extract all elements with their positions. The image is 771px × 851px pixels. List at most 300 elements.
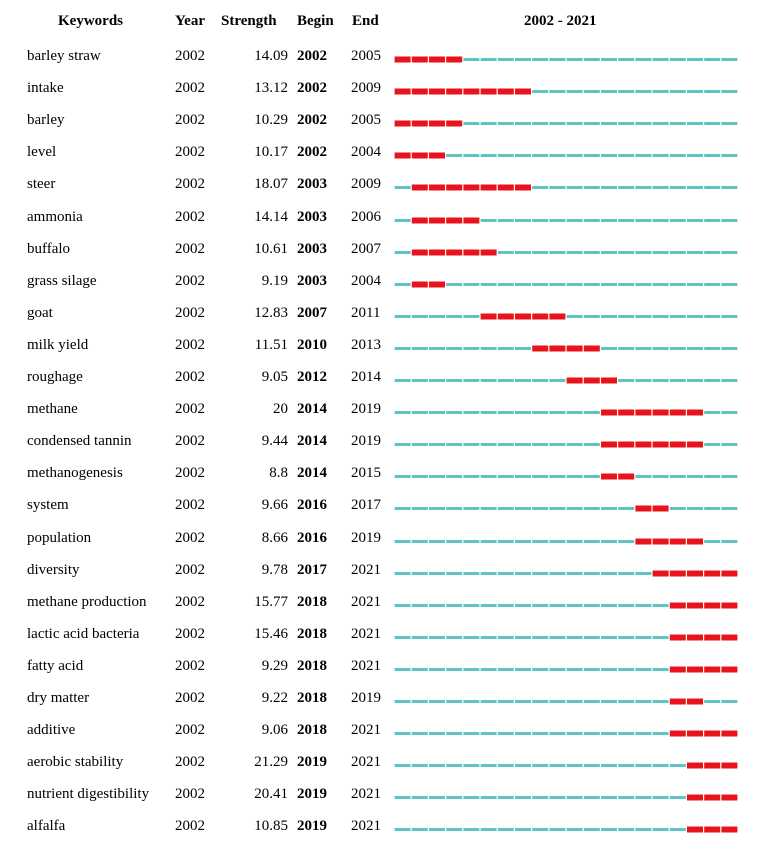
strength-cell: 8.8 (269, 465, 288, 482)
timeline-segment (412, 347, 428, 350)
timeline-segment (601, 636, 617, 639)
burst-timeline (0, 233, 771, 265)
timeline-segment (584, 540, 600, 543)
timeline-segment (429, 540, 445, 543)
timeline-segment (532, 186, 548, 189)
table-row (0, 586, 771, 618)
burst-segment (446, 121, 462, 127)
timeline-segment (412, 572, 428, 575)
timeline-segment (498, 764, 514, 767)
timeline-segment (549, 732, 565, 735)
range-header: 2002 - 2021 (524, 13, 597, 29)
timeline-segment (653, 251, 669, 254)
strength-cell: 14.09 (254, 48, 288, 64)
burst-segment (721, 570, 737, 576)
timeline-segment (635, 379, 651, 382)
timeline-segment (618, 379, 634, 382)
timeline-segment (601, 90, 617, 93)
burst-segment (670, 538, 686, 544)
burst-segment (446, 249, 462, 255)
timeline-segment (601, 700, 617, 703)
keyword-cell: additive (27, 722, 76, 739)
burst-segment (412, 121, 428, 127)
begin-cell: 2014 (297, 401, 327, 418)
timeline-segment (549, 764, 565, 767)
timeline-segment (549, 443, 565, 446)
end-cell: 2011 (351, 304, 381, 321)
timeline-segment (463, 58, 479, 61)
burst-segment (412, 249, 428, 255)
timeline-segment (446, 411, 462, 414)
strength-cell: 9.66 (261, 497, 288, 514)
timeline-segment (429, 347, 445, 350)
table-row (0, 201, 771, 233)
timeline-segment (481, 540, 497, 543)
burst-timeline (0, 586, 771, 618)
timeline-segment (532, 604, 548, 607)
timeline-segment (463, 379, 479, 382)
timeline-segment (498, 796, 514, 799)
timeline-segment (446, 764, 462, 767)
end-cell: 2009 (351, 176, 381, 193)
timeline-segment (515, 507, 531, 510)
end-cell: 2005 (351, 112, 381, 129)
timeline-segment (395, 251, 411, 254)
strength-header: Strength (221, 13, 277, 29)
burst-timeline (0, 393, 771, 425)
strength-cell: 9.29 (261, 657, 288, 674)
timeline-segment (481, 636, 497, 639)
keyword-cell: milk yield (27, 336, 89, 353)
timeline-segment (635, 828, 651, 831)
timeline-segment (463, 540, 479, 543)
timeline-segment (584, 219, 600, 222)
timeline-segment (567, 154, 583, 157)
burst-timeline (0, 104, 771, 136)
keyword-cell: steer (27, 176, 56, 193)
year-cell: 2002 (175, 465, 205, 482)
table-row (0, 425, 771, 457)
timeline-segment (704, 315, 720, 318)
timeline-segment (463, 315, 479, 318)
timeline-segment (635, 90, 651, 93)
table-row (0, 393, 771, 425)
timeline-segment (567, 122, 583, 125)
burst-timeline (0, 682, 771, 714)
burst-segment (670, 634, 686, 640)
timeline-segment (567, 636, 583, 639)
strength-cell: 9.78 (261, 561, 288, 578)
timeline-segment (532, 475, 548, 478)
timeline-segment (446, 668, 462, 671)
burst-segment (584, 345, 600, 351)
timeline-segment (412, 796, 428, 799)
strength-cell: 11.51 (254, 336, 288, 353)
timeline-segment (481, 219, 497, 222)
burst-timeline (0, 361, 771, 393)
year-cell: 2002 (175, 690, 205, 706)
year-cell: 2002 (175, 561, 205, 578)
timeline-segment (429, 700, 445, 703)
timeline-segment (446, 700, 462, 703)
timeline-segment (532, 251, 548, 254)
end-cell: 2004 (351, 272, 381, 289)
timeline-segment (481, 154, 497, 157)
timeline-segment (635, 764, 651, 767)
year-cell: 2002 (175, 336, 205, 353)
keyword-cell: barley (27, 112, 65, 129)
timeline-segment (567, 186, 583, 189)
strength-cell: 20 (273, 401, 288, 418)
timeline-segment (584, 636, 600, 639)
burst-segment (567, 345, 583, 351)
timeline-segment (532, 507, 548, 510)
timeline-segment (704, 186, 720, 189)
burst-timeline (0, 457, 771, 489)
burst-segment (601, 410, 617, 416)
timeline-segment (635, 122, 651, 125)
timeline-segment (463, 604, 479, 607)
timeline-segment (463, 443, 479, 446)
year-cell: 2002 (175, 722, 205, 739)
timeline-segment (584, 507, 600, 510)
timeline-segment (532, 572, 548, 575)
timeline-segment (446, 315, 462, 318)
table-row (0, 168, 771, 200)
burst-segment (446, 89, 462, 95)
timeline-segment (481, 475, 497, 478)
timeline-segment (429, 636, 445, 639)
burst-segment (395, 153, 411, 159)
timeline-segment (549, 411, 565, 414)
end-cell: 2019 (351, 401, 381, 418)
timeline-segment (498, 251, 514, 254)
timeline-segment (567, 796, 583, 799)
timeline-segment (549, 122, 565, 125)
keyword-cell: population (27, 529, 92, 546)
burst-timeline (0, 714, 771, 746)
timeline-segment (618, 58, 634, 61)
timeline-segment (515, 540, 531, 543)
timeline-segment (446, 507, 462, 510)
burst-segment (549, 345, 565, 351)
timeline-segment (567, 700, 583, 703)
burst-segment (687, 410, 703, 416)
timeline-segment (463, 411, 479, 414)
timeline-segment (446, 347, 462, 350)
timeline-segment (498, 58, 514, 61)
timeline-segment (429, 828, 445, 831)
begin-cell: 2018 (297, 593, 327, 610)
begin-cell: 2018 (297, 722, 327, 739)
timeline-segment (549, 540, 565, 543)
begin-header: Begin (297, 13, 334, 29)
timeline-segment (395, 540, 411, 543)
timeline-segment (567, 828, 583, 831)
table-row (0, 746, 771, 778)
timeline-segment (670, 315, 686, 318)
timeline-segment (721, 251, 737, 254)
burst-segment (412, 281, 428, 287)
timeline-segment (687, 186, 703, 189)
timeline-segment (429, 764, 445, 767)
timeline-segment (429, 604, 445, 607)
timeline-segment (515, 572, 531, 575)
strength-cell: 8.66 (261, 529, 288, 546)
burst-segment (446, 217, 462, 223)
keyword-cell: condensed tannin (27, 433, 132, 450)
timeline-segment (601, 604, 617, 607)
timeline-segment (670, 507, 686, 510)
timeline-segment (567, 604, 583, 607)
timeline-segment (635, 154, 651, 157)
end-cell: 2017 (351, 497, 381, 514)
end-cell: 2013 (351, 336, 381, 353)
burst-segment (515, 185, 531, 191)
burst-segment (601, 442, 617, 448)
burst-segment (429, 153, 445, 159)
timeline-segment (721, 443, 737, 446)
burst-timeline (0, 778, 771, 810)
strength-cell: 9.22 (261, 690, 288, 706)
timeline-segment (532, 700, 548, 703)
timeline-segment (653, 700, 669, 703)
timeline-segment (704, 411, 720, 414)
burst-segment (687, 634, 703, 640)
strength-cell: 10.17 (254, 144, 288, 161)
timeline-segment (584, 154, 600, 157)
burst-segment (653, 442, 669, 448)
keyword-cell: goat (27, 304, 53, 321)
year-cell: 2002 (175, 208, 205, 225)
timeline-segment (670, 58, 686, 61)
timeline-segment (653, 636, 669, 639)
timeline-segment (567, 443, 583, 446)
timeline-segment (549, 186, 565, 189)
burst-segment (704, 763, 720, 769)
timeline-segment (721, 540, 737, 543)
timeline-segment (446, 636, 462, 639)
burst-segment (395, 57, 411, 63)
keyword-cell: diversity (27, 561, 80, 578)
timeline-segment (687, 219, 703, 222)
timeline-segment (395, 572, 411, 575)
timeline-segment (653, 668, 669, 671)
timeline-segment (635, 347, 651, 350)
keyword-cell: roughage (27, 369, 83, 385)
timeline-segment (549, 154, 565, 157)
timeline-segment (498, 379, 514, 382)
timeline-segment (635, 475, 651, 478)
table-row (0, 650, 771, 682)
timeline-segment (532, 90, 548, 93)
timeline-segment (463, 347, 479, 350)
timeline-segment (498, 411, 514, 414)
burst-segment (670, 731, 686, 737)
timeline-segment (704, 443, 720, 446)
burst-timeline (0, 650, 771, 682)
timeline-segment (446, 443, 462, 446)
timeline-segment (481, 572, 497, 575)
burst-segment (463, 89, 479, 95)
timeline-segment (704, 90, 720, 93)
burst-segment (687, 666, 703, 672)
timeline-segment (549, 475, 565, 478)
timeline-segment (515, 251, 531, 254)
timeline-segment (721, 411, 737, 414)
timeline-segment (463, 636, 479, 639)
begin-cell: 2012 (297, 369, 327, 385)
timeline-segment (498, 572, 514, 575)
table-row (0, 554, 771, 586)
timeline-segment (601, 186, 617, 189)
timeline-segment (601, 507, 617, 510)
keyword-cell: lactic acid bacteria (27, 625, 140, 642)
timeline-segment (635, 732, 651, 735)
burst-segment (687, 763, 703, 769)
burst-segment (721, 602, 737, 608)
timeline-segment (549, 283, 565, 286)
timeline-segment (412, 732, 428, 735)
timeline-segment (515, 828, 531, 831)
timeline-segment (567, 732, 583, 735)
timeline-segment (498, 154, 514, 157)
begin-cell: 2014 (297, 433, 327, 450)
burst-segment (429, 217, 445, 223)
timeline-segment (498, 122, 514, 125)
timeline-segment (515, 283, 531, 286)
strength-cell: 12.83 (254, 304, 288, 321)
burst-segment (635, 538, 651, 544)
burst-segment (635, 410, 651, 416)
burst-segment (395, 89, 411, 95)
timeline-segment (567, 475, 583, 478)
timeline-segment (498, 443, 514, 446)
end-cell: 2015 (351, 465, 381, 482)
end-cell: 2004 (351, 144, 381, 161)
end-header: End (352, 13, 379, 29)
keyword-cell: barley straw (27, 48, 101, 64)
timeline-segment (429, 507, 445, 510)
timeline-segment (721, 154, 737, 157)
end-cell: 2014 (351, 369, 381, 385)
begin-cell: 2016 (297, 529, 327, 546)
burst-segment (532, 345, 548, 351)
timeline-segment (653, 122, 669, 125)
year-cell: 2002 (175, 272, 205, 289)
timeline-segment (395, 379, 411, 382)
burst-segment (446, 185, 462, 191)
burst-segment (498, 185, 514, 191)
timeline-segment (721, 186, 737, 189)
timeline-segment (721, 507, 737, 510)
timeline-segment (584, 411, 600, 414)
timeline-segment (515, 219, 531, 222)
timeline-segment (721, 58, 737, 61)
burst-segment (670, 442, 686, 448)
year-cell: 2002 (175, 48, 205, 64)
timeline-segment (618, 572, 634, 575)
timeline-segment (463, 122, 479, 125)
burst-segment (704, 634, 720, 640)
timeline-segment (721, 700, 737, 703)
keyword-cell: methanogenesis (27, 465, 123, 482)
timeline-segment (653, 475, 669, 478)
timeline-segment (687, 379, 703, 382)
timeline-segment (635, 700, 651, 703)
timeline-segment (481, 604, 497, 607)
timeline-segment (635, 186, 651, 189)
timeline-segment (532, 154, 548, 157)
begin-cell: 2002 (297, 112, 327, 129)
begin-cell: 2002 (297, 48, 327, 64)
end-cell: 2021 (351, 818, 381, 835)
timeline-segment (446, 154, 462, 157)
timeline-segment (549, 58, 565, 61)
timeline-segment (481, 283, 497, 286)
burst-segment (687, 442, 703, 448)
timeline-segment (498, 604, 514, 607)
burst-segment (704, 602, 720, 608)
table-row (0, 265, 771, 297)
timeline-segment (653, 219, 669, 222)
strength-cell: 10.29 (254, 112, 288, 129)
timeline-segment (549, 700, 565, 703)
timeline-segment (395, 443, 411, 446)
timeline-segment (412, 411, 428, 414)
timeline-segment (463, 668, 479, 671)
burst-segment (721, 763, 737, 769)
timeline-segment (567, 411, 583, 414)
timeline-segment (567, 668, 583, 671)
burst-segment (412, 217, 428, 223)
timeline-segment (429, 475, 445, 478)
begin-cell: 2019 (297, 786, 327, 803)
year-cell: 2002 (175, 80, 205, 97)
timeline-segment (704, 347, 720, 350)
timeline-segment (481, 347, 497, 350)
end-cell: 2006 (351, 208, 381, 225)
table-row (0, 297, 771, 329)
burst-segment (412, 185, 428, 191)
timeline-segment (395, 507, 411, 510)
timeline-segment (721, 379, 737, 382)
begin-cell: 2002 (297, 80, 327, 97)
timeline-segment (498, 347, 514, 350)
timeline-segment (498, 283, 514, 286)
burst-timeline (0, 489, 771, 521)
timeline-segment (618, 251, 634, 254)
timeline-segment (532, 443, 548, 446)
timeline-segment (687, 90, 703, 93)
burst-segment (429, 185, 445, 191)
timeline-segment (687, 251, 703, 254)
strength-cell: 9.05 (261, 369, 288, 385)
timeline-segment (653, 154, 669, 157)
timeline-segment (653, 732, 669, 735)
timeline-segment (549, 828, 565, 831)
timeline-segment (653, 764, 669, 767)
burst-segment (532, 313, 548, 319)
burst-timeline (0, 329, 771, 361)
timeline-segment (532, 411, 548, 414)
timeline-segment (687, 347, 703, 350)
burst-segment (670, 570, 686, 576)
timeline-segment (721, 475, 737, 478)
timeline-segment (395, 796, 411, 799)
timeline-segment (498, 668, 514, 671)
timeline-segment (670, 90, 686, 93)
